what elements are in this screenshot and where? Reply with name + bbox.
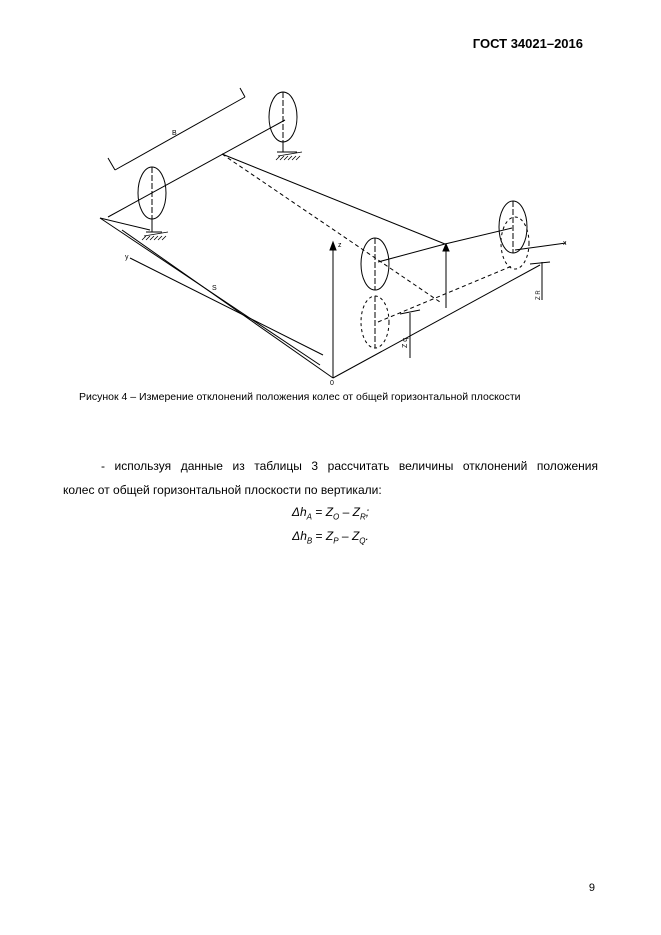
label-origin: 0 [330,380,334,387]
label-zq: Z q [402,337,409,348]
formula-b: $\Delta h_B = Z_P - Z_Q$. [292,529,369,546]
dimension-s-line [130,258,323,355]
figure-4-diagram [0,0,661,390]
dimension-b-line [115,97,245,170]
y-axis-line [122,230,333,378]
frame-solid-line [222,154,445,244]
label-x: x [563,240,567,247]
document-header: ГОСТ 34021–2016 [472,36,583,51]
label-z: z [338,242,342,249]
figure-caption: Рисунок 4 – Измерение отклонений положения колес от общей горизонтальной плоскости [79,391,521,403]
page-number: 9 [588,882,595,894]
label-zr: Z R [536,290,542,300]
x-axis-base-line [333,265,540,378]
label-y: y [125,254,129,261]
label-b: B [172,130,177,137]
formula-a: $\Delta h_A = Z_O - Z_R$; [291,505,370,522]
front-right-wheel-ghost [501,217,529,269]
paragraph-line-2: колес от общей горизонтальной плоскости по вертикали: [63,483,382,497]
frame-dashed-line [222,154,440,302]
label-s: S [212,285,217,292]
paragraph-line-1: - используя данные из таблицы 3 рассчитать величины отклонений положения [101,459,598,473]
body-paragraph [63,454,598,502]
front-axle-line [445,228,512,244]
